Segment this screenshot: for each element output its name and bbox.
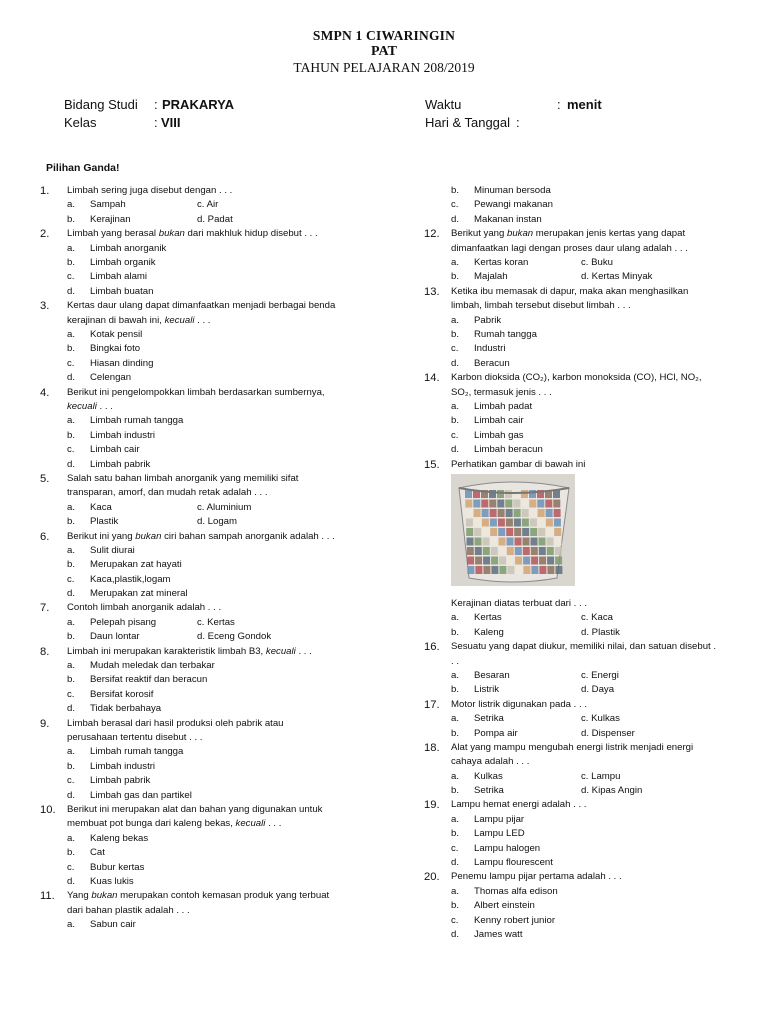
- option-letter: c.: [451, 199, 459, 211]
- option-text: Merupakan zat hayati: [90, 559, 182, 571]
- option-text-second: d. Kipas Angin: [581, 785, 643, 797]
- option-text: Limbah rumah tangga: [90, 415, 184, 427]
- option-text-second: d. Daya: [581, 684, 615, 696]
- question-number: 4.: [40, 386, 50, 399]
- option-letter: a.: [67, 746, 76, 758]
- question-item: [40, 803, 370, 889]
- answer-option: [424, 342, 754, 356]
- question-number: 15.: [424, 458, 440, 471]
- option-text: Merupakan zat mineral: [90, 588, 188, 600]
- answer-option: [424, 314, 754, 328]
- answer-option: [424, 784, 754, 798]
- answer-option: [424, 328, 754, 342]
- option-letter: d.: [67, 875, 76, 887]
- question-text: 15. Perhatikan gambar di bawah ini: [424, 458, 586, 471]
- option-letter: b.: [451, 185, 460, 196]
- option-text: Limbah cair: [90, 444, 140, 456]
- option-letter: c.: [67, 444, 75, 456]
- answer-option: [424, 429, 754, 443]
- question-text: 1. Limbah sering juga disebut dengan . . .: [40, 185, 233, 197]
- answer-option: [40, 429, 370, 443]
- answer-option: [40, 270, 370, 284]
- answer-option: [424, 770, 754, 784]
- option-letter: a.: [67, 616, 76, 628]
- question-item: [40, 889, 370, 932]
- option-letter: d.: [67, 285, 76, 297]
- exam-title: PAT: [371, 44, 397, 59]
- option-text: Bersifat korosif: [90, 688, 154, 700]
- question-text: 16. Sesuatu yang dapat diukur, memiliki nilai, dan satuan disebut .: [424, 641, 717, 654]
- option-letter: c.: [451, 429, 459, 441]
- option-letter: a.: [451, 813, 460, 825]
- option-text: Kenny robert junior: [474, 914, 556, 926]
- option-text-second: c. Air: [197, 199, 219, 211]
- question-text: 13. Ketika ibu memasak di dapur, maka akan menghasilkan: [424, 285, 689, 298]
- option-text: Lampu LED: [474, 828, 525, 840]
- option-text: Lampu flourescent: [474, 857, 553, 869]
- option-text: Kaleng: [474, 626, 504, 638]
- answer-option: [40, 861, 370, 875]
- option-letter: c.: [67, 271, 75, 283]
- option-text: Sampah: [90, 199, 126, 211]
- option-letter: c.: [67, 775, 75, 787]
- option-text: Albert einstein: [474, 900, 535, 912]
- question-text: 8. Limbah ini merupakan karakteristik limbah B3, kecuali . . .: [40, 645, 312, 658]
- option-text: Pompa air: [474, 727, 518, 739]
- question-text: 3. Kertas daur ulang dapat dimanfaatkan menjadi berbagai benda: [40, 300, 336, 313]
- date-colon: :: [516, 115, 520, 130]
- option-letter: a.: [67, 242, 76, 254]
- question-item: [40, 299, 370, 385]
- question-item: [40, 601, 370, 644]
- answer-option: [40, 213, 370, 227]
- option-letter: a.: [451, 400, 460, 412]
- school-year: TAHUN PELAJARAN 208/2019: [293, 60, 475, 75]
- question-number: 10.: [40, 804, 56, 816]
- option-text: Setrika: [474, 713, 504, 725]
- option-text-second: d. Dispenser: [581, 727, 635, 739]
- answer-option: [40, 760, 370, 774]
- option-text: Cat: [90, 847, 105, 859]
- answer-option: [40, 414, 370, 428]
- option-letter: b.: [451, 271, 460, 283]
- subject-value: PRAKARYA: [162, 97, 234, 112]
- question-text: Kerajinan diatas terbuat dari . . .: [451, 597, 587, 609]
- class-colon: :: [154, 115, 158, 130]
- option-text: Besaran: [474, 669, 510, 681]
- answer-option: [40, 702, 370, 716]
- option-text: Lampu pijar: [474, 813, 525, 825]
- option-letter: b.: [67, 429, 76, 441]
- option-letter: a.: [67, 415, 76, 427]
- question-text: 17. Motor listrik digunakan pada . . .: [424, 698, 587, 711]
- option-letter: a.: [451, 314, 460, 326]
- answer-option: [424, 842, 754, 856]
- option-letter: c.: [67, 861, 75, 873]
- question-number: 20.: [424, 871, 440, 884]
- question-text: 20. Penemu lampu pijar pertama adalah . . .: [424, 871, 622, 884]
- question-item: [40, 717, 370, 803]
- question-text: limbah, limbah tersebut disebut limbah . . .: [451, 300, 631, 312]
- option-letter: b.: [67, 213, 76, 225]
- question-number: 17.: [424, 698, 440, 711]
- answer-option: [40, 342, 370, 356]
- option-text: James watt: [474, 929, 523, 941]
- question-item: [424, 227, 754, 285]
- option-text: Thomas alfa edison: [474, 885, 558, 897]
- option-text: Kotak pensil: [90, 328, 143, 340]
- answer-option: [40, 673, 370, 687]
- answer-option: [40, 789, 370, 803]
- option-text: Plastik: [90, 516, 119, 528]
- option-letter: a.: [67, 501, 76, 513]
- question-number: 7.: [40, 602, 50, 615]
- answer-option: [424, 414, 754, 428]
- option-text: Beracun: [474, 357, 510, 369]
- option-letter: b.: [67, 631, 76, 643]
- answer-option: [40, 846, 370, 860]
- option-text: Limbah buatan: [90, 285, 154, 297]
- option-text: Industri: [474, 343, 506, 355]
- answer-option: [424, 611, 754, 625]
- option-letter: c.: [67, 573, 75, 585]
- subject-colon: :: [154, 97, 158, 112]
- option-letter: d.: [451, 857, 460, 869]
- option-text-second: d. Logam: [197, 516, 238, 528]
- question-text: kecuali . . .: [67, 400, 113, 412]
- question-text: 9. Limbah berasal dari hasil produksi oleh pabrik atau: [40, 717, 284, 730]
- question-item: [424, 870, 754, 942]
- answer-option: [40, 616, 370, 630]
- question-number: 14.: [424, 372, 440, 385]
- option-letter: a.: [67, 660, 76, 672]
- option-letter: d.: [451, 929, 460, 941]
- option-letter: a.: [451, 669, 460, 681]
- answer-option: [424, 626, 754, 640]
- question-item: [424, 371, 754, 457]
- question-text: 6. Berikut ini yang bukan ciri bahan sampah anorganik adalah . . .: [40, 530, 335, 543]
- option-text: Daun lontar: [90, 631, 140, 643]
- option-text: Kertas koran: [474, 256, 529, 268]
- option-letter: d.: [451, 213, 460, 225]
- answer-option: [40, 745, 370, 759]
- question-item: [40, 645, 370, 717]
- question-text: . .: [451, 655, 459, 667]
- question-text: 18. Alat yang mampu mengubah energi listrik menjadi energi: [424, 741, 694, 754]
- answer-option: [424, 683, 754, 697]
- answer-option: [40, 515, 370, 529]
- question-text: 14. Karbon dioksida (CO₂), karbon monoksida (CO), HCl, NO₂,: [424, 372, 702, 385]
- answer-option: [424, 899, 754, 913]
- option-letter: d.: [67, 372, 76, 384]
- option-text-second: d. Eceng Gondok: [197, 631, 272, 643]
- option-text-second: c. Energi: [581, 669, 619, 681]
- option-letter: a.: [451, 256, 460, 268]
- answer-option: [40, 443, 370, 457]
- option-text: Kaca: [90, 501, 112, 513]
- answer-option: [40, 587, 370, 601]
- option-text: Pelepah pisang: [90, 616, 157, 628]
- answer-option: [40, 875, 370, 889]
- answer-option: [40, 285, 370, 299]
- option-letter: b.: [67, 256, 76, 268]
- answer-option: [424, 928, 754, 942]
- answer-option: [40, 544, 370, 558]
- option-text: Kaca,plastik,logam: [90, 573, 171, 585]
- question-text: SO₂, termasuk jenis . . .: [451, 386, 552, 398]
- question-number: 8.: [40, 645, 50, 658]
- questions-right-column: [424, 184, 754, 942]
- question-number: 13.: [424, 285, 440, 298]
- option-text: Limbah beracun: [474, 444, 543, 456]
- option-letter: b.: [67, 343, 76, 355]
- question-text: dimanfaatkan lagi dengan proses daur ulang adalah . . .: [451, 242, 688, 254]
- option-letter: b.: [451, 415, 460, 427]
- option-text: Bubur kertas: [90, 861, 145, 873]
- option-letter: c.: [67, 357, 75, 369]
- option-text: Limbah anorganik: [90, 242, 167, 254]
- option-text: Majalah: [474, 271, 508, 283]
- question-item: [424, 640, 754, 698]
- option-letter: d.: [451, 444, 460, 456]
- class-value: VIII: [161, 115, 181, 130]
- answer-option: [40, 357, 370, 371]
- question-number: 16.: [424, 641, 440, 654]
- answer-option: [424, 213, 754, 227]
- option-text: Sulit diurai: [90, 544, 135, 556]
- answer-option: [424, 712, 754, 726]
- question-item: [40, 386, 370, 472]
- question-text: 7. Contoh limbah anorganik adalah . . .: [40, 602, 222, 615]
- option-letter: d.: [67, 588, 76, 600]
- option-letter: a.: [451, 713, 460, 725]
- option-letter: a.: [67, 544, 76, 556]
- option-text: Bersifat reaktif dan beracun: [90, 674, 208, 686]
- option-text: Makanan instan: [474, 213, 542, 225]
- option-text: Limbah padat: [474, 400, 533, 412]
- question-text: cahaya adalah . . .: [451, 756, 530, 768]
- option-text-second: c. Kaca: [581, 612, 613, 624]
- answer-option: [40, 659, 370, 673]
- answer-option: [40, 918, 370, 932]
- option-letter: b.: [451, 785, 460, 797]
- option-text: Kertas: [474, 612, 502, 624]
- answer-option: [424, 270, 754, 284]
- option-letter: a.: [451, 885, 460, 897]
- answer-option: [424, 813, 754, 827]
- answer-option: [424, 184, 754, 198]
- option-text: Minuman bersoda: [474, 185, 551, 196]
- question-item: [424, 741, 754, 799]
- option-letter: a.: [67, 832, 76, 844]
- answer-option: [40, 501, 370, 515]
- question-item: [424, 798, 754, 870]
- option-text-second: c. Kertas: [197, 616, 235, 628]
- subject-label: Bidang Studi: [64, 97, 138, 112]
- question-item: [40, 227, 370, 299]
- answer-option: [424, 885, 754, 899]
- option-letter: b.: [67, 516, 76, 528]
- option-text: Bingkai foto: [90, 343, 141, 355]
- question-number: 3.: [40, 300, 50, 313]
- answer-option: [40, 558, 370, 572]
- question-text: dari bahan plastik adalah . . .: [67, 904, 190, 916]
- questions-left-column: [40, 184, 370, 933]
- option-letter: a.: [451, 770, 460, 782]
- option-text: Setrika: [474, 785, 504, 797]
- option-text: Limbah pabrik: [90, 458, 151, 470]
- answer-option: [424, 443, 754, 457]
- answer-option: [424, 256, 754, 270]
- option-text-second: c. Buku: [581, 256, 613, 268]
- question-item: [40, 184, 370, 227]
- option-letter: c.: [451, 842, 459, 854]
- question-number: 6.: [40, 530, 50, 543]
- time-value: menit: [567, 97, 602, 112]
- option-text: Limbah gas: [474, 429, 524, 441]
- question-text: perusahaan tertentu disebut . . .: [67, 732, 203, 744]
- answer-option: [424, 357, 754, 371]
- option-text-second: c. Kulkas: [581, 713, 620, 725]
- option-letter: c.: [451, 343, 459, 355]
- option-text: Pewangi makanan: [474, 199, 553, 211]
- answer-option: [40, 256, 370, 270]
- option-text: Limbah industri: [90, 760, 156, 772]
- question-item: [40, 530, 370, 602]
- option-text: Kuas lukis: [90, 875, 134, 887]
- answer-option: [40, 832, 370, 846]
- option-text: Pabrik: [474, 314, 502, 326]
- option-letter: d.: [451, 357, 460, 369]
- answer-option: [40, 630, 370, 644]
- option-letter: b.: [67, 559, 76, 571]
- answer-option: [424, 400, 754, 414]
- question-text: 5. Salah satu bahan limbah anorganik yang memiliki sifat: [40, 472, 299, 485]
- school-name: SMPN 1 CIWARINGIN: [312, 28, 456, 43]
- option-letter: b.: [451, 900, 460, 912]
- option-text-second: c. Lampu: [581, 770, 621, 782]
- option-text: Limbah cair: [474, 415, 524, 427]
- option-letter: b.: [451, 828, 460, 840]
- answer-option: [40, 688, 370, 702]
- question-text: 4. Berikut ini pengelompokkan limbah berdasarkan sumbernya,: [40, 386, 325, 399]
- option-letter: a.: [67, 199, 76, 211]
- option-text: Rumah tangga: [474, 328, 537, 340]
- question-number: 12.: [424, 228, 440, 241]
- time-label: Waktu: [425, 97, 462, 112]
- option-letter: b.: [451, 727, 460, 739]
- question-text: kerajinan di bawah ini, kecuali . . .: [67, 314, 211, 326]
- option-letter: c.: [67, 688, 75, 700]
- question-item: [424, 184, 754, 227]
- question-text: 12. Berikut yang bukan merupakan jenis kertas yang dapat: [424, 228, 686, 241]
- option-text: Kulkas: [474, 770, 503, 782]
- option-text: Limbah pabrik: [90, 775, 151, 787]
- option-text-second: d. Kertas Minyak: [581, 271, 653, 283]
- class-label: Kelas: [64, 115, 97, 130]
- answer-option: [40, 328, 370, 342]
- option-text: Limbah alami: [90, 271, 148, 283]
- option-letter: a.: [451, 612, 460, 624]
- option-text-second: c. Aluminium: [197, 501, 252, 513]
- option-letter: c.: [451, 914, 459, 926]
- question-item: [40, 472, 370, 530]
- question-number: 11.: [40, 890, 55, 903]
- option-text: Limbah gas dan partikel: [90, 789, 192, 801]
- answer-option: [424, 827, 754, 841]
- option-text-second: d. Padat: [197, 213, 233, 225]
- woven-paper-basket-image: [451, 474, 575, 586]
- question-text: 10. Berikut ini merupakan alat dan bahan yang digunakan untuk: [40, 804, 323, 816]
- question-number: 5.: [40, 472, 50, 485]
- option-letter: b.: [451, 328, 460, 340]
- option-letter: b.: [451, 626, 460, 638]
- question-number: 2.: [40, 228, 50, 241]
- answer-option: [40, 774, 370, 788]
- option-text: Kerajinan: [90, 213, 131, 225]
- question-item: [424, 285, 754, 371]
- option-letter: d.: [67, 789, 76, 801]
- option-text: Limbah industri: [90, 429, 156, 441]
- option-text: Lampu halogen: [474, 842, 541, 854]
- answer-option: [424, 727, 754, 741]
- option-text: Hiasan dinding: [90, 357, 154, 369]
- option-letter: b.: [451, 684, 460, 696]
- question-text: transparan, amorf, dan mudah retak adalah . . .: [67, 487, 268, 499]
- option-letter: d.: [67, 458, 76, 470]
- date-label: Hari & Tanggal: [425, 115, 511, 130]
- question-number: 19.: [424, 799, 440, 812]
- option-text: Celengan: [90, 372, 132, 384]
- question-text: 11. Yang bukan merupakan contoh kemasan produk yang terbuat: [40, 890, 330, 903]
- question-item: [424, 698, 754, 741]
- option-text: Kaleng bekas: [90, 832, 149, 844]
- option-text: Limbah organik: [90, 256, 156, 268]
- option-letter: b.: [67, 674, 76, 686]
- question-number: 18.: [424, 741, 440, 754]
- section-title: Pilihan Ganda!: [46, 162, 120, 174]
- time-colon: :: [557, 97, 561, 112]
- option-text: Limbah rumah tangga: [90, 746, 184, 758]
- option-text-second: d. Plastik: [581, 626, 620, 638]
- answer-option: [40, 198, 370, 212]
- question-number: 1.: [40, 185, 50, 197]
- question-text: membuat pot bunga dari kaleng bekas, kecuali . . .: [67, 818, 282, 830]
- option-letter: b.: [67, 760, 76, 772]
- question-item: [424, 458, 754, 641]
- option-letter: d.: [67, 703, 76, 715]
- question-text: 2. Limbah yang berasal bukan dari makhluk hidup disebut . . .: [40, 228, 318, 241]
- answer-option: [424, 669, 754, 683]
- answer-option: [424, 914, 754, 928]
- option-letter: a.: [67, 328, 76, 340]
- answer-option: [40, 242, 370, 256]
- option-letter: b.: [67, 847, 76, 859]
- answer-option: [424, 856, 754, 870]
- question-text: 19. Lampu hemat energi adalah . . .: [424, 799, 587, 812]
- option-text: Tidak berbahaya: [90, 703, 162, 715]
- option-letter: a.: [67, 919, 76, 931]
- option-text: Listrik: [474, 684, 500, 696]
- option-text: Mudah meledak dan terbakar: [90, 660, 215, 672]
- option-text: Sabun cair: [90, 919, 136, 931]
- answer-option: [40, 458, 370, 472]
- answer-option: [40, 371, 370, 385]
- answer-option: [40, 573, 370, 587]
- question-number: 9.: [40, 717, 50, 730]
- answer-option: [424, 198, 754, 212]
